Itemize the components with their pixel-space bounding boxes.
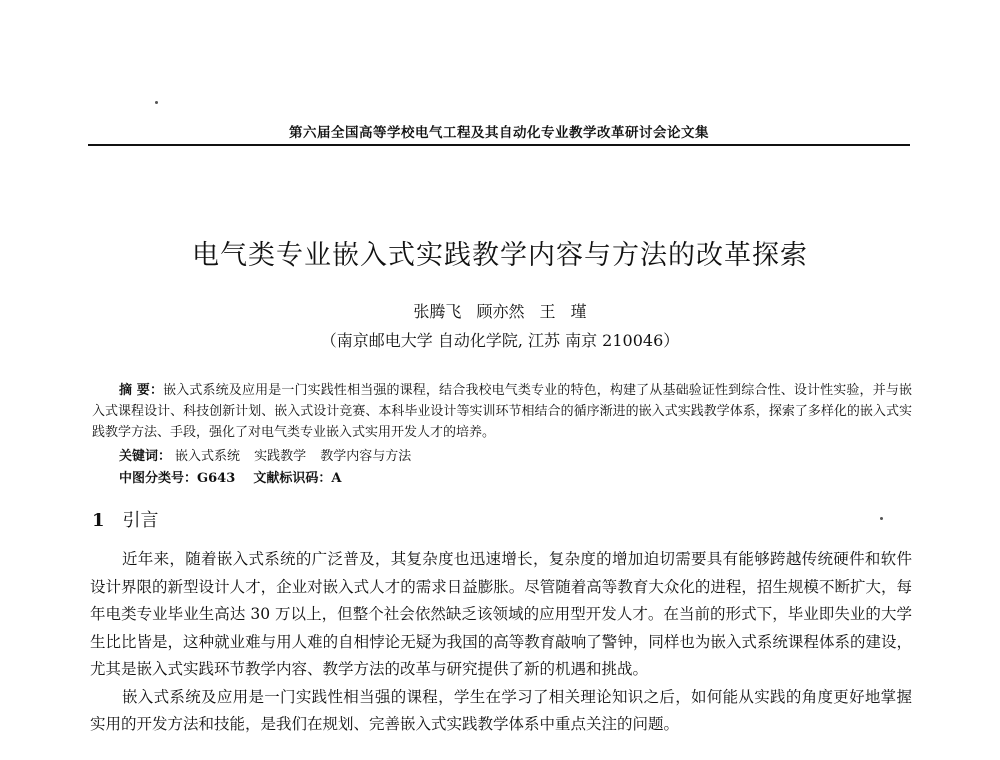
section-number: 1 [92,510,105,531]
body-paragraph: 近年来，随着嵌入式系统的广泛普及，其复杂度也迅速增长，复杂度的增加迫切需要具有能够跨越传统硬件和软件设计界限的新型设计人才，企业对嵌入式人才的需求日益膨胀。尽管随着高等教育大众化的进程，招生规模不断扩大，每年电类专业毕业生高达 30 万以上，但整个社会依然缺乏该领域的应用型开发人才。在当前的形式下，毕业即失业的大学生比比皆是，这种就业难与用人难的自相悖论无疑为我国的高等教育敲响了警钟，同样也为嵌入式系统课程体系的建设，尤其是嵌入式实践环节教学内容、教学方法的改革与研究提供了新的机遇和挑战。 [90,550,912,678]
running-header: 第六届全国高等学校电气工程及其自动化专业教学改革研讨会论文集 [289,125,709,141]
section-heading-introduction [92,506,159,532]
body-text [90,546,912,739]
keywords-text: 嵌入式系统 实践教学 教学内容与方法 [175,449,412,464]
scan-speck [880,517,883,520]
paper-title: 电气类专业嵌入式实践教学内容与方法的改革探索 [192,240,808,271]
doc-code: A [331,471,342,486]
body-paragraph: 嵌入式系统及应用是一门实践性相当强的课程，学生在学习了相关理论知识之后，如何能从实践的角度更好地掌握实用的开发方法和技能，是我们在规划、完善嵌入式实践教学体系中重点关注的问题。 [90,687,912,733]
affiliation: （南京邮电大学 自动化学院, 江苏 南京 210046） [320,331,680,350]
abstract-label: 摘 要： [119,383,164,398]
clc-label: 中图分类号： [119,471,198,486]
scan-speck [155,101,158,104]
header-rule [88,144,910,146]
classification-line [119,467,342,486]
section-title: 引言 [122,510,159,531]
keywords-label: 关键词： [119,449,172,464]
abstract [92,380,912,443]
doc-code-label: 文献标识码： [253,471,332,486]
authors: 张腾飞 顾亦然 王 瑾 [413,302,587,321]
clc-code: G643 [197,471,236,486]
keywords [119,445,411,464]
abstract-text: 嵌入式系统及应用是一门实践性相当强的课程，结合我校电气类专业的特色，构建了从基础验证性到综合性、设计性实验，并与嵌入式课程设计、科技创新计划、嵌入式设计竞赛、本科毕业设计等实训环节相结合的循序渐进的嵌入式实践教学体系，探索了多样化的嵌入式实践教学方法、手段，强化了对电气类专业嵌入式实用开发人才的培养。 [92,383,912,440]
